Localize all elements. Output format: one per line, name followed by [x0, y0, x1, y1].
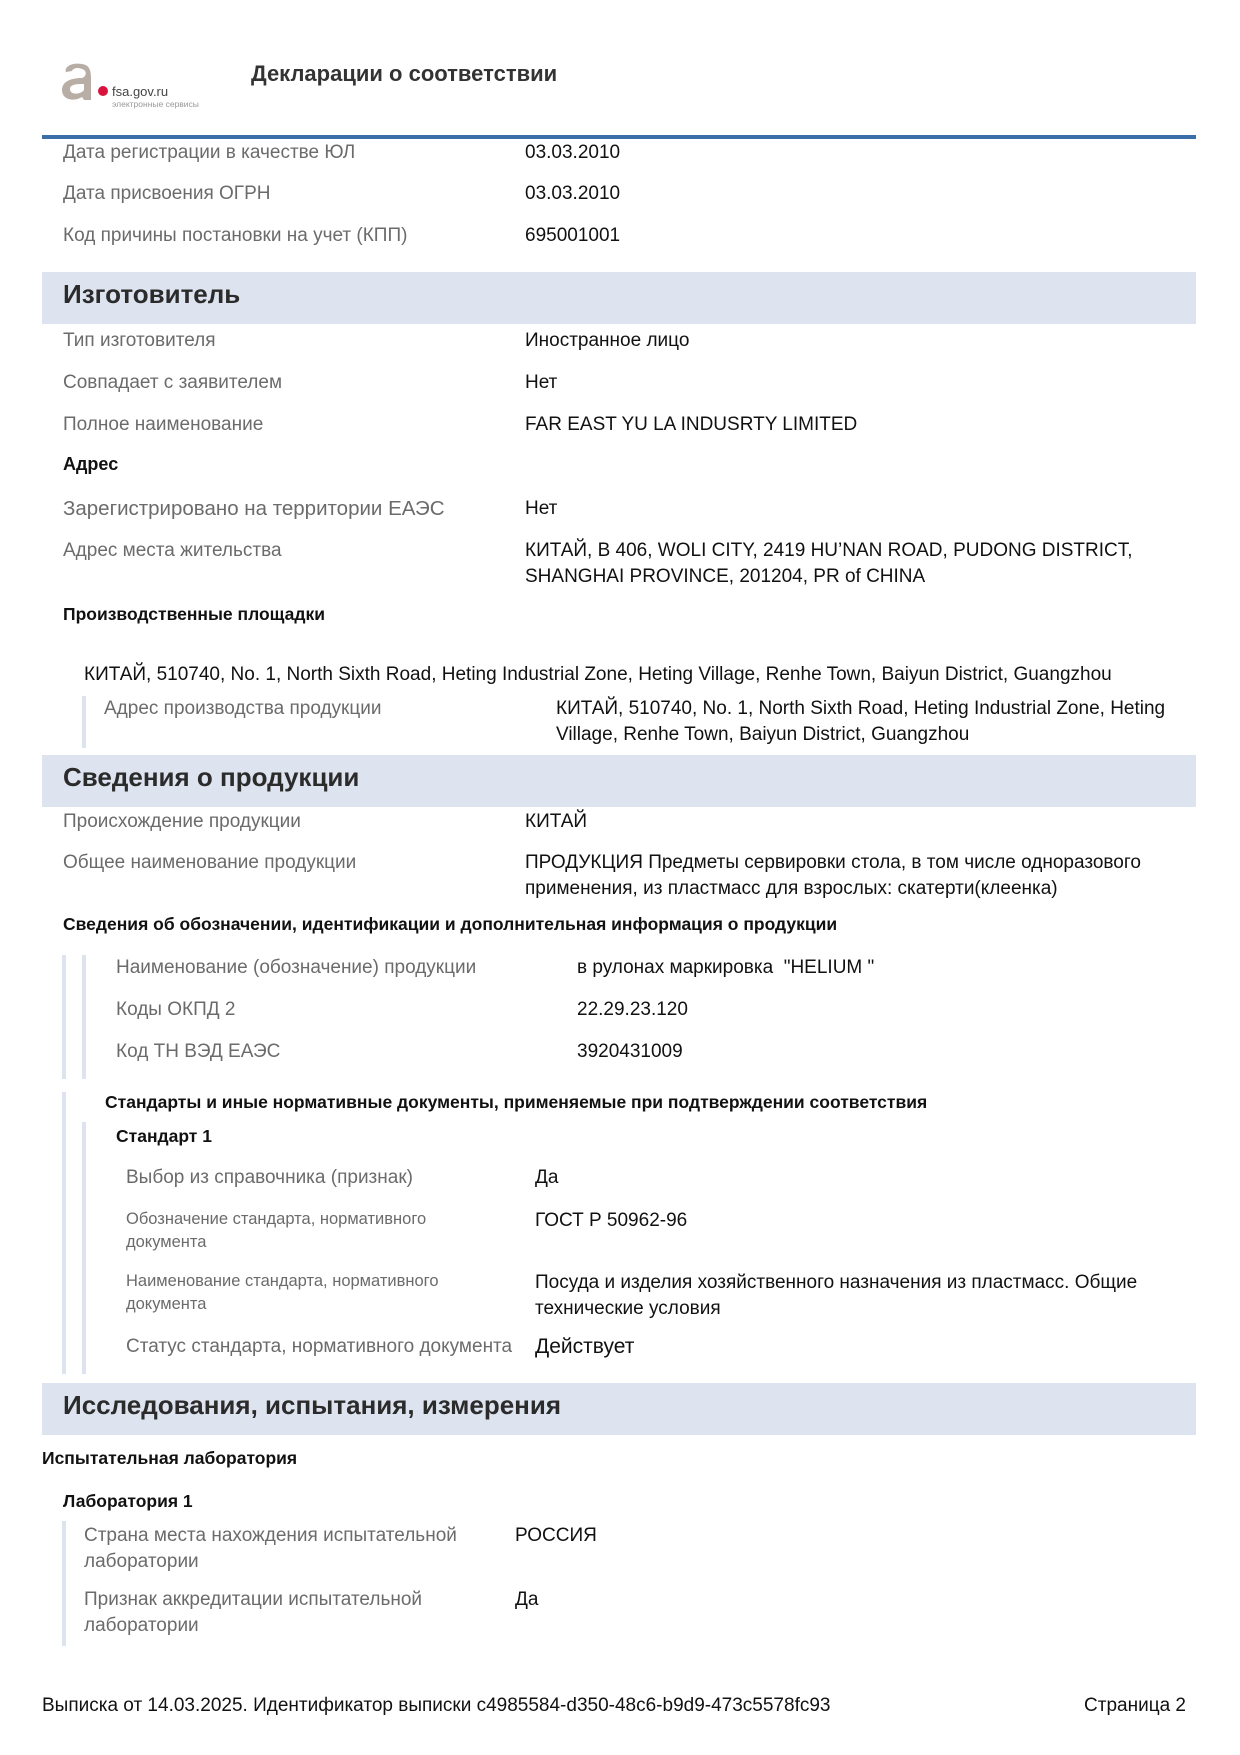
address-heading: Адрес	[63, 454, 119, 474]
kpp-value: 695001001	[525, 225, 621, 246]
manufacturer-heading: Изготовитель	[63, 279, 241, 309]
footer-page-number: Страница 2	[1084, 1695, 1186, 1716]
full-name-value: FAR EAST YU LA INDUSRTY LIMITED	[525, 414, 858, 435]
standard-name-value: Посуда и изделия хозяйственного назначения из пластмасс. Общие технические условия	[535, 1272, 1138, 1319]
lab-country-value: РОССИЯ	[515, 1525, 597, 1546]
lab-title: Лаборатория 1	[63, 1491, 193, 1511]
standard-designation-label: Обозначение стандарта, нормативного документа	[126, 1210, 427, 1251]
header-divider	[42, 135, 1196, 139]
product-designation-label: Наименование (обозначение) продукции	[116, 957, 477, 978]
directory-choice-value: Да	[535, 1167, 559, 1188]
product-name-value: ПРОДУКЦИЯ Предметы сервировки стола, в том числе одноразового применения, из пластмасс для взрослых: скатерти(клеенка)	[525, 852, 1141, 899]
identification-bar-inner	[82, 955, 86, 1079]
kpp-label: Код причины постановки на учет (КПП)	[63, 225, 408, 246]
production-address-label: Адрес производства продукции	[104, 698, 382, 719]
tnved-label: Код ТН ВЭД ЕАЭС	[116, 1041, 281, 1062]
standard-status-value: Действует	[535, 1335, 635, 1358]
eaeu-registered-value: Нет	[525, 498, 558, 519]
identification-bar-outer	[62, 955, 66, 1079]
research-heading: Исследования, испытания, измерения	[63, 1390, 562, 1420]
standard-name-label: Наименование стандарта, нормативного документа	[126, 1272, 439, 1313]
ogrn-date-value: 03.03.2010	[525, 183, 621, 204]
manufacturer-type-value: Иностранное лицо	[525, 330, 690, 351]
standard-title: Стандарт 1	[116, 1126, 212, 1146]
standards-heading: Стандарты и иные нормативные документы, применяемые при подтверждении соответствия	[105, 1092, 928, 1112]
residence-address-label: Адрес места жительства	[63, 540, 282, 561]
product-origin-label: Происхождение продукции	[63, 811, 301, 832]
footer-extract-id: Выписка от 14.03.2025. Идентификатор выписки c4985584-d350-48c6-b9d9-473c5578fc93	[42, 1695, 831, 1716]
same-as-applicant-label: Совпадает с заявителем	[63, 372, 283, 393]
logo-domain: fsa.gov.ru	[112, 84, 169, 99]
product-section-header	[42, 755, 1196, 807]
research-section-header	[42, 1383, 1196, 1435]
standard-status-label: Статус стандарта, нормативного документа	[126, 1336, 513, 1357]
directory-choice-label: Выбор из справочника (признак)	[126, 1167, 413, 1188]
residence-address-value: КИТАЙ, B 406, WOLI CITY, 2419 HU’NAN ROAD, PUDONG DISTRICT, SHANGHAI PROVINCE, 201204, PR of CHINA	[525, 540, 1133, 587]
lab-country-label: Страна места нахождения испытательной лаборатории	[84, 1525, 457, 1572]
okpd-label: Коды ОКПД 2	[116, 999, 236, 1020]
production-site-bar	[82, 696, 86, 748]
tnved-value: 3920431009	[577, 1041, 683, 1062]
fsa-logo-icon	[58, 56, 118, 106]
reg-date-label: Дата регистрации в качестве ЮЛ	[63, 142, 356, 163]
fsa-logo	[58, 56, 208, 112]
product-designation-value: в рулонах маркировка "HELIUM "	[577, 957, 875, 978]
standards-bar-outer	[62, 1092, 66, 1374]
lab-heading: Испытательная лаборатория	[42, 1448, 298, 1468]
reg-date-value: 03.03.2010	[525, 142, 621, 163]
eaeu-registered-label: Зарегистрировано на территории ЕАЭС	[63, 497, 445, 520]
manufacturer-section-header	[42, 272, 1196, 324]
okpd-value: 22.29.23.120	[577, 999, 688, 1020]
product-origin-value: КИТАЙ	[525, 811, 588, 832]
ogrn-date-label: Дата присвоения ОГРН	[63, 183, 271, 204]
manufacturer-type-label: Тип изготовителя	[63, 330, 216, 351]
lab-bar	[62, 1521, 66, 1646]
lab-accreditation-label: Признак аккредитации испытательной лаборатории	[84, 1589, 423, 1636]
logo-subtitle: электронные сервисы	[112, 99, 199, 109]
standards-bar-inner	[82, 1122, 86, 1374]
production-address-value: КИТАЙ, 510740, No. 1, North Sixth Road, Heting Industrial Zone, Heting Village, Renhe Town, Baiyun District, Guangzhou	[556, 698, 1166, 745]
standard-designation-value: ГОСТ Р 50962-96	[535, 1210, 688, 1231]
lab-accreditation-value: Да	[515, 1589, 539, 1610]
product-name-label: Общее наименование продукции	[63, 852, 357, 873]
production-site-title: КИТАЙ, 510740, No. 1, North Sixth Road, Heting Industrial Zone, Heting Village, Renhe Town, Baiyun District, Guangzhou	[84, 664, 1112, 685]
product-heading: Сведения о продукции	[63, 762, 360, 792]
same-as-applicant-value: Нет	[525, 372, 558, 393]
page-title: Декларации о соответствии	[251, 61, 558, 86]
identification-heading: Сведения об обозначении, идентификации и дополнительная информация о продукции	[63, 914, 838, 934]
full-name-label: Полное наименование	[63, 414, 264, 435]
production-sites-heading: Производственные площадки	[63, 604, 326, 624]
